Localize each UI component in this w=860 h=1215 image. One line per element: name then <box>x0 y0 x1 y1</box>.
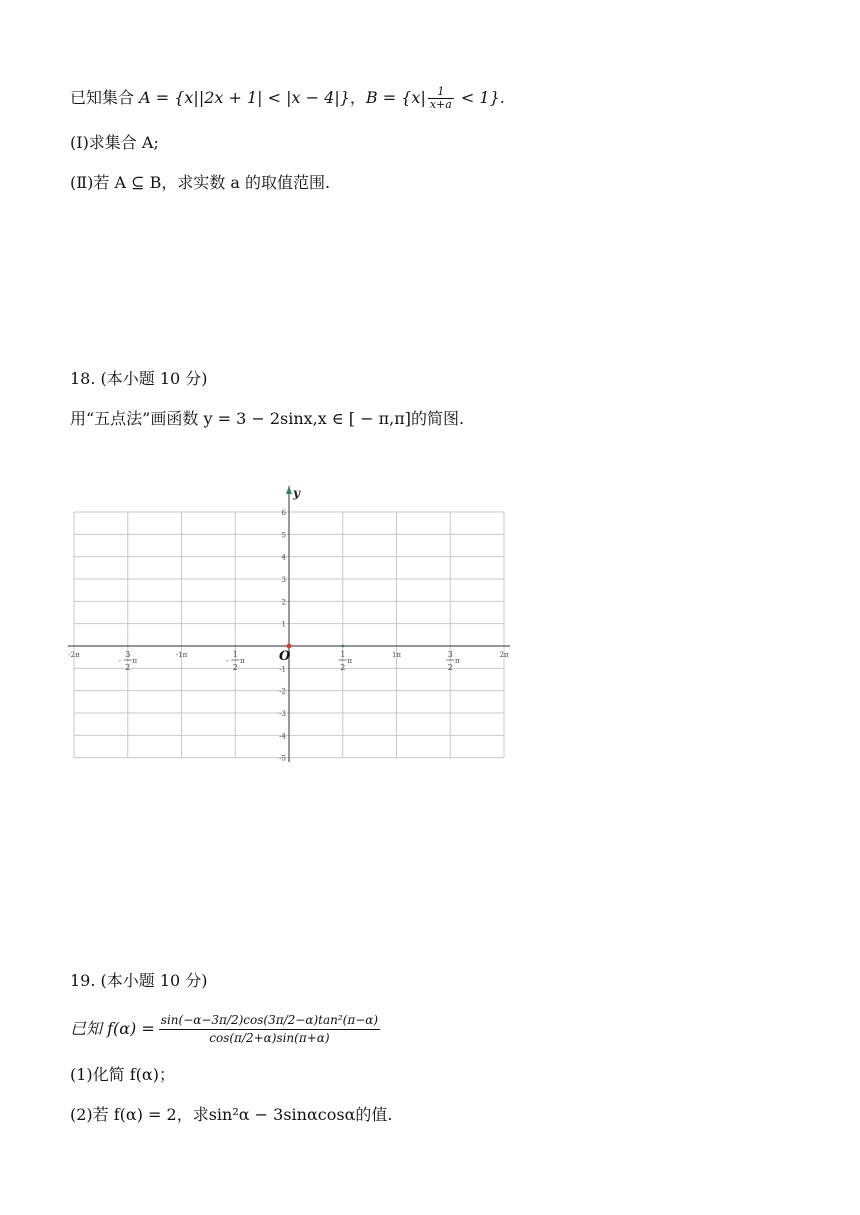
x-tick-numerator: 1 <box>232 650 238 659</box>
x-tick-sign: - <box>118 657 121 665</box>
y-tick-label: -4 <box>279 732 286 741</box>
q18-header: 18. (本小题 10 分) <box>70 369 208 388</box>
y-tick-label: -5 <box>279 754 286 763</box>
q17-set-b-suffix: < 1}. <box>455 88 505 107</box>
q19-part1: (1)化简 f(α)； <box>70 1065 175 1084</box>
x-tick-sign: - <box>226 657 229 665</box>
q17-frac-denominator: x+a <box>429 98 452 111</box>
q19-stem <box>70 1012 380 1046</box>
x-tick-pi: π <box>454 657 460 665</box>
x-tick-label: -2π <box>68 651 80 659</box>
q18-prompt: 用“五点法”画函数 y = 3 − 2sinx,x ∈ [ − π,π]的简图. <box>70 409 465 428</box>
y-axis-arrow-icon <box>286 486 292 494</box>
y-tick-label: -1 <box>279 665 286 674</box>
y-axis-label: y <box>293 486 300 500</box>
y-tick-label: 4 <box>281 553 286 562</box>
q19-frac-denominator: cos(π/2+α)sin(π+α) <box>209 1031 330 1045</box>
tick-marker <box>341 645 344 648</box>
x-tick-pi: π <box>347 657 353 665</box>
q19-stem-prefix: 已知 f(α) = <box>70 1019 155 1038</box>
x-tick-denominator: 2 <box>447 663 453 672</box>
x-tick-numerator: 3 <box>125 650 131 659</box>
origin-point <box>287 644 292 649</box>
q19-fraction <box>159 1013 380 1046</box>
q17-set-b-prefix: B = {x| <box>365 88 426 107</box>
y-tick-label: 2 <box>281 598 286 607</box>
q17-separator: ， <box>349 88 366 107</box>
y-tick-label: 3 <box>281 576 286 584</box>
q17-stem-prefix: 已知集合 <box>70 88 140 107</box>
x-tick-numerator: 1 <box>340 650 346 659</box>
x-tick-label: -1π <box>175 651 188 659</box>
y-tick-label: 1 <box>281 620 286 629</box>
x-tick-numerator: 3 <box>447 650 453 659</box>
q19-header: 19. (本小题 10 分) <box>70 971 208 990</box>
x-tick-pi: π <box>132 657 138 665</box>
origin-label: O <box>279 649 291 664</box>
x-tick-denominator: 2 <box>125 663 131 672</box>
q17-part1: (Ⅰ)求集合 A; <box>70 133 159 152</box>
x-tick-label: 2π <box>499 651 509 659</box>
y-tick-label: -3 <box>279 710 286 718</box>
y-tick-label: 5 <box>281 531 286 540</box>
x-tick-label: 1π <box>391 651 402 659</box>
q19-frac-numerator: sin(−α−3π/2)cos(3π/2−α)tan²(π−α) <box>159 1013 380 1030</box>
x-tick-denominator: 2 <box>340 663 346 672</box>
y-tick-label: 6 <box>281 509 286 517</box>
x-tick-pi: π <box>239 657 245 665</box>
q17-part2: (Ⅱ)若 A ⊆ B，求实数 a 的取值范围. <box>70 173 331 192</box>
y-tick-label: -2 <box>279 687 286 696</box>
q19-part2: (2)若 f(α) = 2，求sin²α − 3sinαcosα的值. <box>70 1105 393 1124</box>
q17-set-a: A = {x||2x + 1| < |x − 4|} <box>139 88 350 107</box>
x-tick-denominator: 2 <box>232 663 238 672</box>
q17-frac-numerator: 1 <box>428 86 454 99</box>
